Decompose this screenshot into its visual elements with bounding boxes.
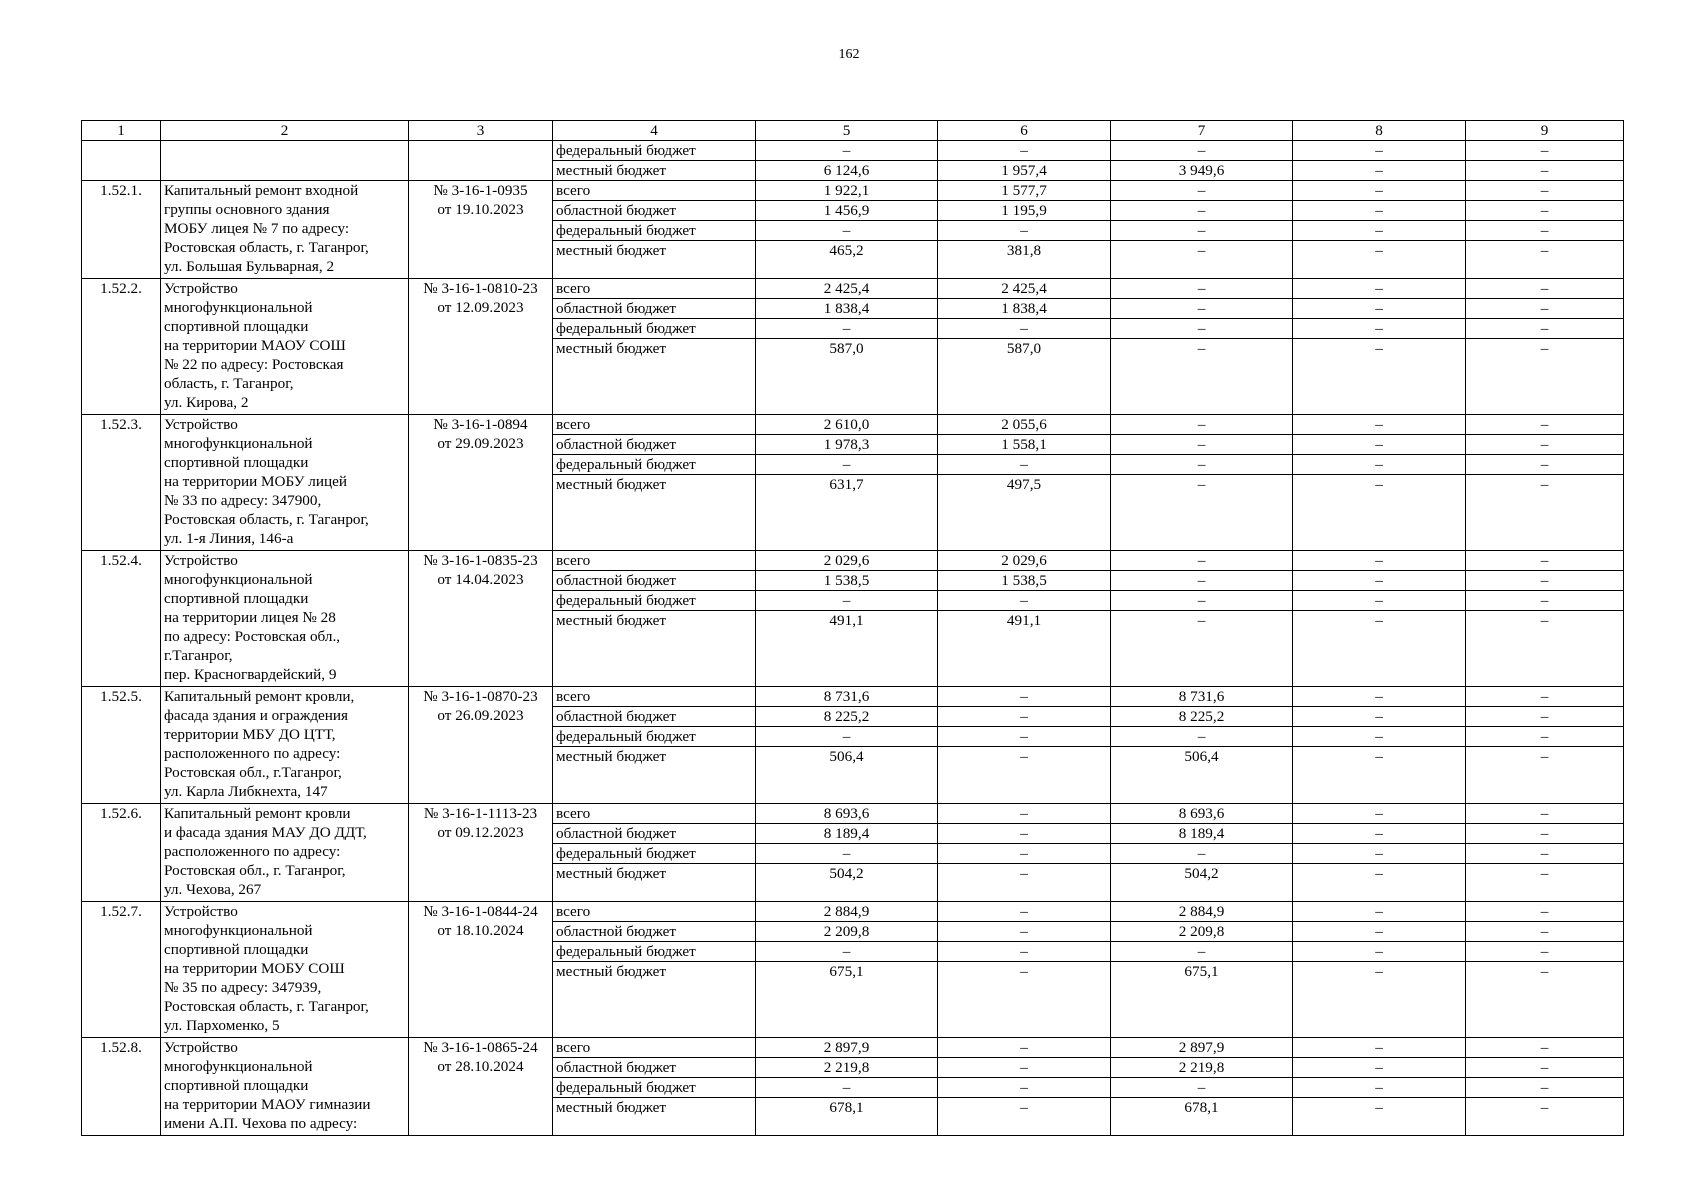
value-cell: –	[1111, 435, 1293, 455]
value-cell: –	[1293, 339, 1466, 415]
value-cell: –	[1293, 141, 1466, 161]
funding-source-cell: всего	[553, 181, 756, 201]
funding-source-cell: всего	[553, 415, 756, 435]
value-cell: 2 209,8	[756, 922, 938, 942]
funding-source-cell: областной бюджет	[553, 707, 756, 727]
value-cell: –	[1466, 299, 1624, 319]
item-number-cell: 1.52.3.	[82, 415, 161, 551]
item-title-cell: Капитальный ремонт кровли и фасада здания МАУ ДО ДДТ, расположенного по адресу: Ростовская обл., г. Таганрог, ул. Чехова, 267	[161, 804, 409, 902]
column-header: 8	[1293, 121, 1466, 141]
value-cell: 1 538,5	[938, 571, 1111, 591]
funding-source-cell: местный бюджет	[553, 611, 756, 687]
value-cell: 2 610,0	[756, 415, 938, 435]
value-cell: 1 558,1	[938, 435, 1111, 455]
column-header: 3	[409, 121, 553, 141]
item-document-cell: № 3-16-1-0844-24 от 18.10.2024	[409, 902, 553, 1038]
value-cell: –	[1293, 962, 1466, 1038]
item-document-cell: № 3-16-1-1113-23 от 09.12.2023	[409, 804, 553, 902]
value-cell: –	[1111, 591, 1293, 611]
value-cell: –	[1466, 922, 1624, 942]
value-cell: 678,1	[756, 1098, 938, 1136]
number-cell	[82, 141, 161, 181]
column-header: 2	[161, 121, 409, 141]
item-title-cell: Устройство многофункциональной спортивной площадки на территории МОБУ СОШ № 35 по адресу: 347939, Ростовская область, г. Таганрог, ул. Пархоменко, 5	[161, 902, 409, 1038]
value-cell: –	[1293, 707, 1466, 727]
value-cell: –	[1111, 279, 1293, 299]
value-cell: –	[938, 319, 1111, 339]
value-cell: 2 029,6	[938, 551, 1111, 571]
value-cell: 8 225,2	[756, 707, 938, 727]
budget-table	[81, 120, 1624, 1136]
value-cell: –	[1111, 1078, 1293, 1098]
value-cell: 2 209,8	[1111, 922, 1293, 942]
value-cell: 1 538,5	[756, 571, 938, 591]
value-cell: –	[938, 727, 1111, 747]
value-cell: –	[1293, 591, 1466, 611]
value-cell: 491,1	[938, 611, 1111, 687]
table-row	[82, 279, 1624, 299]
table-row	[82, 687, 1624, 707]
value-cell: –	[1466, 475, 1624, 551]
value-cell: –	[1293, 1098, 1466, 1136]
table-row	[82, 551, 1624, 571]
value-cell: –	[1293, 687, 1466, 707]
column-header: 7	[1111, 121, 1293, 141]
value-cell: 587,0	[938, 339, 1111, 415]
value-cell: –	[1293, 611, 1466, 687]
value-cell: 8 731,6	[1111, 687, 1293, 707]
value-cell: –	[1466, 201, 1624, 221]
value-cell: 1 577,7	[938, 181, 1111, 201]
document-cell	[409, 141, 553, 181]
value-cell: 631,7	[756, 475, 938, 551]
value-cell: –	[938, 902, 1111, 922]
item-document-cell: № 3-16-1-0870-23 от 26.09.2023	[409, 687, 553, 804]
table-row	[82, 141, 1624, 161]
value-cell: –	[1466, 942, 1624, 962]
value-cell: –	[1293, 864, 1466, 902]
funding-source-cell: федеральный бюджет	[553, 591, 756, 611]
funding-source-cell: всего	[553, 687, 756, 707]
value-cell: –	[1111, 551, 1293, 571]
value-cell: –	[1466, 611, 1624, 687]
table-row	[82, 804, 1624, 824]
value-cell: –	[1466, 339, 1624, 415]
funding-source-cell: федеральный бюджет	[553, 1078, 756, 1098]
column-number-row	[82, 121, 1624, 141]
item-number-cell: 1.52.5.	[82, 687, 161, 804]
value-cell: –	[1111, 201, 1293, 221]
funding-source-cell: областной бюджет	[553, 435, 756, 455]
value-cell: –	[1466, 551, 1624, 571]
value-cell: –	[1293, 571, 1466, 591]
value-cell: 2 029,6	[756, 551, 938, 571]
value-cell: –	[938, 942, 1111, 962]
item-document-cell: № 3-16-1-0935 от 19.10.2023	[409, 181, 553, 279]
value-cell: –	[1293, 824, 1466, 844]
funding-source-cell: местный бюджет	[553, 1098, 756, 1136]
funding-source-cell: федеральный бюджет	[553, 942, 756, 962]
funding-source-cell: всего	[553, 804, 756, 824]
value-cell: –	[1111, 571, 1293, 591]
value-cell: –	[938, 1078, 1111, 1098]
value-cell: –	[1293, 201, 1466, 221]
value-cell: 8 693,6	[756, 804, 938, 824]
value-cell: –	[938, 824, 1111, 844]
column-header: 9	[1466, 121, 1624, 141]
value-cell: –	[938, 591, 1111, 611]
value-cell: –	[1293, 415, 1466, 435]
value-cell: –	[1111, 942, 1293, 962]
value-cell: 1 838,4	[756, 299, 938, 319]
value-cell: –	[1466, 141, 1624, 161]
funding-source-cell: всего	[553, 279, 756, 299]
funding-source-cell: местный бюджет	[553, 864, 756, 902]
value-cell: –	[1466, 707, 1624, 727]
funding-source-cell: всего	[553, 1038, 756, 1058]
value-cell: 504,2	[756, 864, 938, 902]
funding-source-cell: федеральный бюджет	[553, 319, 756, 339]
table-body	[82, 121, 1624, 1136]
table-row	[82, 1038, 1624, 1058]
value-cell: –	[1293, 844, 1466, 864]
value-cell: –	[756, 1078, 938, 1098]
value-cell: –	[1293, 241, 1466, 279]
value-cell: –	[1466, 221, 1624, 241]
value-cell: 675,1	[756, 962, 938, 1038]
value-cell: –	[756, 591, 938, 611]
value-cell: –	[756, 141, 938, 161]
value-cell: 2 425,4	[938, 279, 1111, 299]
table-row	[82, 415, 1624, 435]
value-cell: –	[756, 727, 938, 747]
value-cell: –	[1466, 435, 1624, 455]
value-cell: –	[938, 922, 1111, 942]
page-number: 162	[838, 47, 860, 62]
value-cell: –	[938, 221, 1111, 241]
item-number-cell: 1.52.1.	[82, 181, 161, 279]
funding-source-cell: федеральный бюджет	[553, 727, 756, 747]
value-cell: 381,8	[938, 241, 1111, 279]
value-cell: –	[938, 844, 1111, 864]
value-cell: –	[1111, 141, 1293, 161]
value-cell: –	[1111, 475, 1293, 551]
value-cell: 2 219,8	[1111, 1058, 1293, 1078]
value-cell: 8 189,4	[756, 824, 938, 844]
value-cell: –	[1293, 1078, 1466, 1098]
item-number-cell: 1.52.8.	[82, 1038, 161, 1136]
value-cell: –	[1111, 339, 1293, 415]
funding-source-cell: федеральный бюджет	[553, 844, 756, 864]
value-cell: 1 978,3	[756, 435, 938, 455]
value-cell: –	[1293, 1058, 1466, 1078]
item-title-cell: Устройство многофункциональной спортивной площадки на территории лицея № 28 по адресу: Ростовская обл., г.Таганрог, пер. Красногвардейский, 9	[161, 551, 409, 687]
item-title-cell: Устройство многофункциональной спортивной площадки на территории МАОУ СОШ № 22 по адресу: Ростовская область, г. Таганрог, ул. Кирова, 2	[161, 279, 409, 415]
value-cell: –	[1111, 241, 1293, 279]
value-cell: –	[1111, 455, 1293, 475]
value-cell: –	[1111, 844, 1293, 864]
value-cell: –	[938, 1038, 1111, 1058]
value-cell: –	[1293, 551, 1466, 571]
value-cell: –	[938, 687, 1111, 707]
value-cell: 506,4	[756, 747, 938, 804]
value-cell: 678,1	[1111, 1098, 1293, 1136]
value-cell: –	[1293, 435, 1466, 455]
value-cell: –	[1111, 221, 1293, 241]
value-cell: –	[1293, 942, 1466, 962]
value-cell: 675,1	[1111, 962, 1293, 1038]
value-cell: 1 456,9	[756, 201, 938, 221]
value-cell: 2 897,9	[756, 1038, 938, 1058]
value-cell: –	[1466, 864, 1624, 902]
value-cell: –	[1466, 181, 1624, 201]
item-document-cell: № 3-16-1-0865-24 от 28.10.2024	[409, 1038, 553, 1136]
value-cell: –	[938, 455, 1111, 475]
funding-source-cell: всего	[553, 551, 756, 571]
value-cell: 1 922,1	[756, 181, 938, 201]
value-cell: –	[1293, 279, 1466, 299]
item-document-cell: № 3-16-1-0810-23 от 12.09.2023	[409, 279, 553, 415]
value-cell: –	[1466, 455, 1624, 475]
funding-source-cell: областной бюджет	[553, 922, 756, 942]
funding-source-cell: федеральный бюджет	[553, 455, 756, 475]
value-cell: –	[1466, 1098, 1624, 1136]
value-cell: 1 957,4	[938, 161, 1111, 181]
value-cell: –	[1111, 727, 1293, 747]
value-cell: 2 897,9	[1111, 1038, 1293, 1058]
value-cell: 465,2	[756, 241, 938, 279]
value-cell: 2 425,4	[756, 279, 938, 299]
value-cell: –	[1111, 299, 1293, 319]
value-cell: 8 225,2	[1111, 707, 1293, 727]
item-title-cell: Капитальный ремонт входной группы основного здания МОБУ лицея № 7 по адресу: Ростовская область, г. Таганрог, ул. Большая Бульварная, 2	[161, 181, 409, 279]
value-cell: –	[1466, 844, 1624, 864]
column-header: 1	[82, 121, 161, 141]
value-cell: –	[1466, 902, 1624, 922]
funding-source-cell: областной бюджет	[553, 824, 756, 844]
value-cell: 497,5	[938, 475, 1111, 551]
value-cell: –	[756, 942, 938, 962]
value-cell: –	[1111, 181, 1293, 201]
value-cell: –	[1466, 962, 1624, 1038]
value-cell: –	[756, 844, 938, 864]
value-cell: 504,2	[1111, 864, 1293, 902]
value-cell: –	[1293, 902, 1466, 922]
value-cell: –	[756, 455, 938, 475]
item-document-cell: № 3-16-1-0894 от 29.09.2023	[409, 415, 553, 551]
value-cell: –	[938, 141, 1111, 161]
item-number-cell: 1.52.7.	[82, 902, 161, 1038]
value-cell: –	[1293, 181, 1466, 201]
value-cell: –	[1466, 727, 1624, 747]
value-cell: –	[1466, 241, 1624, 279]
funding-source-cell: местный бюджет	[553, 241, 756, 279]
item-title-cell: Капитальный ремонт кровли, фасада здания и ограждения территории МБУ ДО ЦТТ, расположенного по адресу: Ростовская обл., г.Таганрог, ул. Карла Либкнехта, 147	[161, 687, 409, 804]
value-cell: –	[756, 221, 938, 241]
item-number-cell: 1.52.2.	[82, 279, 161, 415]
column-header: 5	[756, 121, 938, 141]
value-cell: 8 189,4	[1111, 824, 1293, 844]
funding-source-cell: местный бюджет	[553, 475, 756, 551]
value-cell: –	[1293, 161, 1466, 181]
table-row	[82, 902, 1624, 922]
funding-source-cell: всего	[553, 902, 756, 922]
value-cell: –	[1466, 1038, 1624, 1058]
column-header: 4	[553, 121, 756, 141]
value-cell: 8 731,6	[756, 687, 938, 707]
title-cell	[161, 141, 409, 181]
item-title-cell: Устройство многофункциональной спортивной площадки на территории МАОУ гимназии имени А.П. Чехова по адресу:	[161, 1038, 409, 1136]
value-cell: 491,1	[756, 611, 938, 687]
value-cell: –	[938, 707, 1111, 727]
item-number-cell: 1.52.4.	[82, 551, 161, 687]
value-cell: –	[1293, 319, 1466, 339]
funding-source-cell: федеральный бюджет	[553, 221, 756, 241]
value-cell: 506,4	[1111, 747, 1293, 804]
value-cell: –	[1111, 319, 1293, 339]
value-cell: –	[1293, 299, 1466, 319]
value-cell: –	[938, 747, 1111, 804]
value-cell: –	[1466, 161, 1624, 181]
value-cell: –	[1293, 727, 1466, 747]
value-cell: 587,0	[756, 339, 938, 415]
item-title-cell: Устройство многофункциональной спортивной площадки на территории МОБУ лицей № 33 по адресу: 347900, Ростовская область, г. Таганрог, ул. 1-я Линия, 146-а	[161, 415, 409, 551]
value-cell: 1 838,4	[938, 299, 1111, 319]
value-cell: –	[1293, 475, 1466, 551]
funding-source-cell: местный бюджет	[553, 747, 756, 804]
value-cell: 3 949,6	[1111, 161, 1293, 181]
value-cell: –	[1466, 1058, 1624, 1078]
funding-source-cell: областной бюджет	[553, 201, 756, 221]
value-cell: 1 195,9	[938, 201, 1111, 221]
value-cell: 2 884,9	[1111, 902, 1293, 922]
value-cell: –	[1466, 571, 1624, 591]
value-cell: –	[756, 319, 938, 339]
table-row	[82, 181, 1624, 201]
value-cell: –	[1293, 804, 1466, 824]
value-cell: –	[1466, 1078, 1624, 1098]
value-cell: –	[1466, 591, 1624, 611]
value-cell: –	[938, 864, 1111, 902]
value-cell: –	[1293, 1038, 1466, 1058]
value-cell: 2 219,8	[756, 1058, 938, 1078]
value-cell: –	[1466, 747, 1624, 804]
column-header: 6	[938, 121, 1111, 141]
funding-source-cell: областной бюджет	[553, 571, 756, 591]
value-cell: 2 884,9	[756, 902, 938, 922]
value-cell: –	[1466, 687, 1624, 707]
value-cell: –	[938, 804, 1111, 824]
item-number-cell: 1.52.6.	[82, 804, 161, 902]
value-cell: –	[1111, 611, 1293, 687]
value-cell: –	[1466, 415, 1624, 435]
value-cell: –	[1466, 319, 1624, 339]
funding-source-cell: местный бюджет	[553, 962, 756, 1038]
value-cell: –	[1111, 415, 1293, 435]
item-document-cell: № 3-16-1-0835-23 от 14.04.2023	[409, 551, 553, 687]
value-cell: –	[1293, 747, 1466, 804]
value-cell: –	[1293, 922, 1466, 942]
funding-source-cell: местный бюджет	[553, 339, 756, 415]
value-cell: 6 124,6	[756, 161, 938, 181]
funding-source-cell: областной бюджет	[553, 1058, 756, 1078]
value-cell: –	[1466, 279, 1624, 299]
value-cell: –	[1293, 221, 1466, 241]
value-cell: –	[1293, 455, 1466, 475]
value-cell: 2 055,6	[938, 415, 1111, 435]
value-cell: –	[938, 1098, 1111, 1136]
funding-source-cell: местный бюджет	[553, 161, 756, 181]
value-cell: –	[938, 962, 1111, 1038]
funding-source-cell: федеральный бюджет	[553, 141, 756, 161]
value-cell: –	[1466, 824, 1624, 844]
value-cell: –	[938, 1058, 1111, 1078]
value-cell: 8 693,6	[1111, 804, 1293, 824]
value-cell: –	[1466, 804, 1624, 824]
funding-source-cell: областной бюджет	[553, 299, 756, 319]
